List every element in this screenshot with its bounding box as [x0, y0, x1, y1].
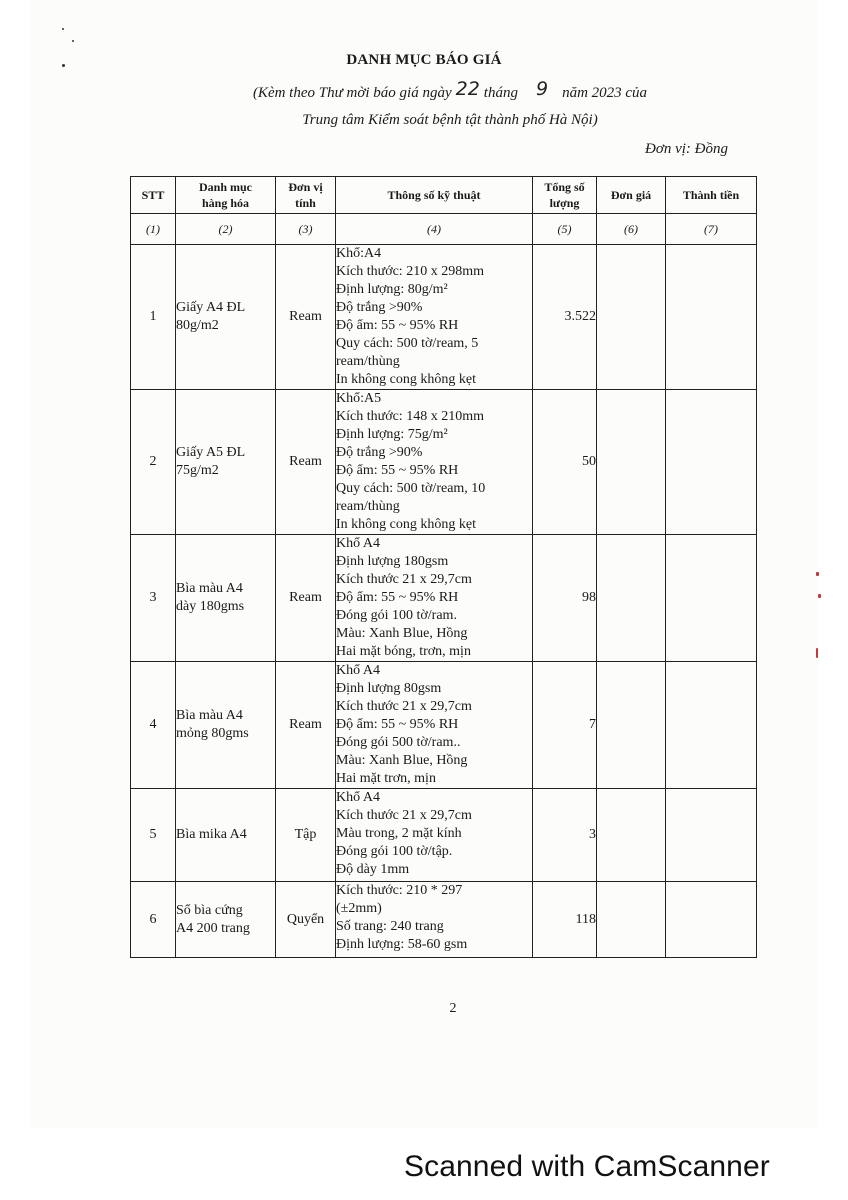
- cell-stt: 6: [131, 882, 176, 958]
- spec-line: ream/thùng: [336, 354, 400, 369]
- cell-unit: Quyển: [276, 882, 336, 958]
- cell-item-name: [176, 789, 276, 882]
- column-index: (1): [131, 214, 176, 245]
- spec-line: Quy cách: 500 tờ/ream, 10: [336, 481, 486, 496]
- spec-line: Định lượng: 75g/m²: [336, 427, 448, 442]
- spec-line: Kích thước 21 x 29,7cm: [336, 572, 472, 587]
- cell-unit: Ream: [276, 390, 336, 535]
- cell-stt: 3: [131, 535, 176, 662]
- table-row: [131, 535, 757, 662]
- cell-specification: [336, 789, 533, 882]
- spec-line: Kích thước 21 x 29,7cm: [336, 808, 472, 823]
- spec-line: Đóng gói 100 tờ/tập.: [336, 844, 453, 859]
- camscanner-watermark: Scanned with CamScanner: [404, 1150, 770, 1183]
- spec-line: Quy cách: 500 tờ/ream, 5: [336, 336, 479, 351]
- scan-red-mark: [816, 648, 818, 658]
- scan-red-mark: [818, 594, 821, 598]
- cell-unit-price: [597, 789, 666, 882]
- cell-unit: Ream: [276, 535, 336, 662]
- column-index: (7): [666, 214, 757, 245]
- header-item-name-line2: hàng hóa: [201, 196, 250, 210]
- quotation-table: [130, 176, 757, 958]
- header-specification: Thông số kỹ thuật: [336, 177, 533, 214]
- cell-stt: 5: [131, 789, 176, 882]
- cell-unit-price: [597, 390, 666, 535]
- cell-stt: 2: [131, 390, 176, 535]
- cell-unit: Tập: [276, 789, 336, 882]
- item-name-line2: 75g/m2: [176, 463, 219, 478]
- cell-specification: [336, 535, 533, 662]
- header-quantity-line2: lượng: [549, 196, 580, 210]
- cell-quantity: 7: [533, 662, 597, 789]
- cell-item-name: [176, 662, 276, 789]
- header-total: Thành tiền: [666, 177, 757, 214]
- cell-quantity: 3.522: [533, 245, 597, 390]
- spec-line: Đóng gói 100 tờ/ram.: [336, 608, 457, 623]
- spec-line: Khổ A4: [336, 663, 380, 678]
- cell-stt: 4: [131, 662, 176, 789]
- spec-line: Hai mặt trơn, mịn: [336, 771, 436, 786]
- header-unit-price: Đơn giá: [597, 177, 666, 214]
- document-title: DANH MỤC BÁO GIÁ: [346, 52, 502, 68]
- header-quantity-line1: Tổng số: [544, 180, 585, 194]
- column-index: (5): [533, 214, 597, 245]
- column-index: (6): [597, 214, 666, 245]
- spec-line: Độ trắng >90%: [336, 445, 423, 460]
- spec-line: Độ ẩm: 55 ~ 95% RH: [336, 590, 459, 605]
- item-name-line2: 80g/m2: [176, 318, 219, 333]
- cell-quantity: 3: [533, 789, 597, 882]
- item-name-line2: A4 200 trang: [176, 920, 250, 936]
- header-unit: [276, 177, 336, 214]
- spec-line: In không cong không kẹt: [336, 372, 476, 387]
- subtitle-suffix: năm 2023 của: [562, 85, 648, 101]
- header-row: [131, 177, 757, 214]
- spec-line: Kích thước 21 x 29,7cm: [336, 699, 472, 714]
- cell-unit: Ream: [276, 245, 336, 390]
- cell-item-name: [176, 882, 276, 958]
- column-index: (2): [176, 214, 276, 245]
- cell-unit-price: [597, 882, 666, 958]
- spec-line: Khổ A4: [336, 536, 380, 551]
- header-unit-line2: tính: [295, 196, 316, 210]
- spec-line: Định lượng 80gsm: [336, 681, 442, 696]
- cell-item-name: [176, 245, 276, 390]
- spec-line: Độ ẩm: 55 ~ 95% RH: [336, 463, 459, 478]
- cell-total: [666, 882, 757, 958]
- item-name-line1: Bìa màu A4: [176, 708, 243, 723]
- scan-speck: [72, 40, 74, 42]
- spec-line: Số trang: 240 trang: [336, 919, 444, 934]
- cell-unit-price: [597, 245, 666, 390]
- cell-total: [666, 662, 757, 789]
- spec-line: Định lượng 180gsm: [336, 554, 449, 569]
- subtitle-prefix: (Kèm theo Thư mời báo giá ngày: [252, 85, 452, 101]
- spec-line: Đóng gói 500 tờ/ram..: [336, 735, 461, 750]
- spec-line: In không cong không kẹt: [336, 517, 476, 532]
- spec-line: Định lượng: 80g/m²: [336, 282, 448, 297]
- table-row: [131, 789, 757, 882]
- cell-total: [666, 390, 757, 535]
- cell-specification: [336, 882, 533, 958]
- spec-line: Kích thước: 148 x 210mm: [336, 409, 484, 424]
- cell-unit-price: [597, 662, 666, 789]
- table-row: [131, 390, 757, 535]
- spec-line: Hai mặt bóng, trơn, mịn: [336, 644, 471, 659]
- cell-total: [666, 789, 757, 882]
- item-name-line1: Giấy A4 ĐL: [176, 300, 246, 315]
- item-name-line1: Giấy A5 ĐL: [176, 445, 246, 460]
- cell-total: [666, 535, 757, 662]
- header-item-name: [176, 177, 276, 214]
- page-number: 2: [449, 1001, 457, 1016]
- spec-line: ream/thùng: [336, 499, 400, 514]
- spec-line: Màu trong, 2 mặt kính: [336, 826, 462, 841]
- scan-speck: [62, 28, 64, 30]
- cell-quantity: 118: [533, 882, 597, 958]
- cell-item-name: [176, 535, 276, 662]
- table-row: [131, 245, 757, 390]
- table-row: [131, 882, 757, 958]
- cell-unit-price: [597, 535, 666, 662]
- spec-line: Màu: Xanh Blue, Hồng: [336, 753, 468, 768]
- cell-quantity: 50: [533, 390, 597, 535]
- handwritten-day: 22: [455, 78, 480, 100]
- scan-red-mark: [816, 572, 819, 576]
- cell-quantity: 98: [533, 535, 597, 662]
- spec-line: Định lượng: 58-60 gsm: [336, 937, 468, 952]
- document-subtitle-line2: Trung tâm Kiểm soát bệnh tật thành phố Hà Nội): [302, 112, 598, 128]
- header-item-name-line1: Danh mục: [198, 180, 252, 194]
- column-index: (3): [276, 214, 336, 245]
- item-name-line1: Bìa màu A4: [176, 581, 243, 596]
- cell-specification: [336, 245, 533, 390]
- spec-line: Khổ A4: [336, 790, 380, 805]
- cell-total: [666, 245, 757, 390]
- cell-specification: [336, 662, 533, 789]
- document-subtitle: [0, 80, 848, 102]
- spec-line: Khổ:A4: [336, 246, 382, 261]
- column-index-row: [131, 214, 757, 245]
- spec-line: Kích thước: 210 * 297: [336, 883, 463, 898]
- item-name-line1: Sổ bìa cứng: [176, 902, 243, 918]
- cell-specification: [336, 390, 533, 535]
- spec-line: Độ trắng >90%: [336, 300, 423, 315]
- header-unit-line1: Đơn vị: [288, 180, 323, 194]
- item-name-line1: Bìa mika A4: [176, 827, 247, 842]
- spec-line: Kích thước: 210 x 298mm: [336, 264, 484, 279]
- item-name-line2: dày 180gms: [176, 599, 245, 614]
- spec-line: (±2mm): [336, 901, 382, 916]
- handwritten-month: 9: [535, 78, 549, 100]
- header-stt: STT: [131, 177, 176, 214]
- spec-line: Màu: Xanh Blue, Hồng: [336, 626, 468, 641]
- table-row: [131, 662, 757, 789]
- cell-unit: Ream: [276, 662, 336, 789]
- cell-item-name: [176, 390, 276, 535]
- header-quantity: [533, 177, 597, 214]
- spec-line: Độ ẩm: 55 ~ 95% RH: [336, 318, 459, 333]
- subtitle-month-word: tháng: [483, 85, 518, 101]
- currency-unit-note: Đơn vị: Đồng: [645, 141, 728, 157]
- spec-line: Độ ẩm: 55 ~ 95% RH: [336, 717, 459, 732]
- spec-line: Độ dày 1mm: [336, 862, 410, 877]
- spec-line: Khổ:A5: [336, 391, 382, 406]
- item-name-line2: mỏng 80gms: [176, 726, 249, 741]
- cell-stt: 1: [131, 245, 176, 390]
- column-index: (4): [336, 214, 533, 245]
